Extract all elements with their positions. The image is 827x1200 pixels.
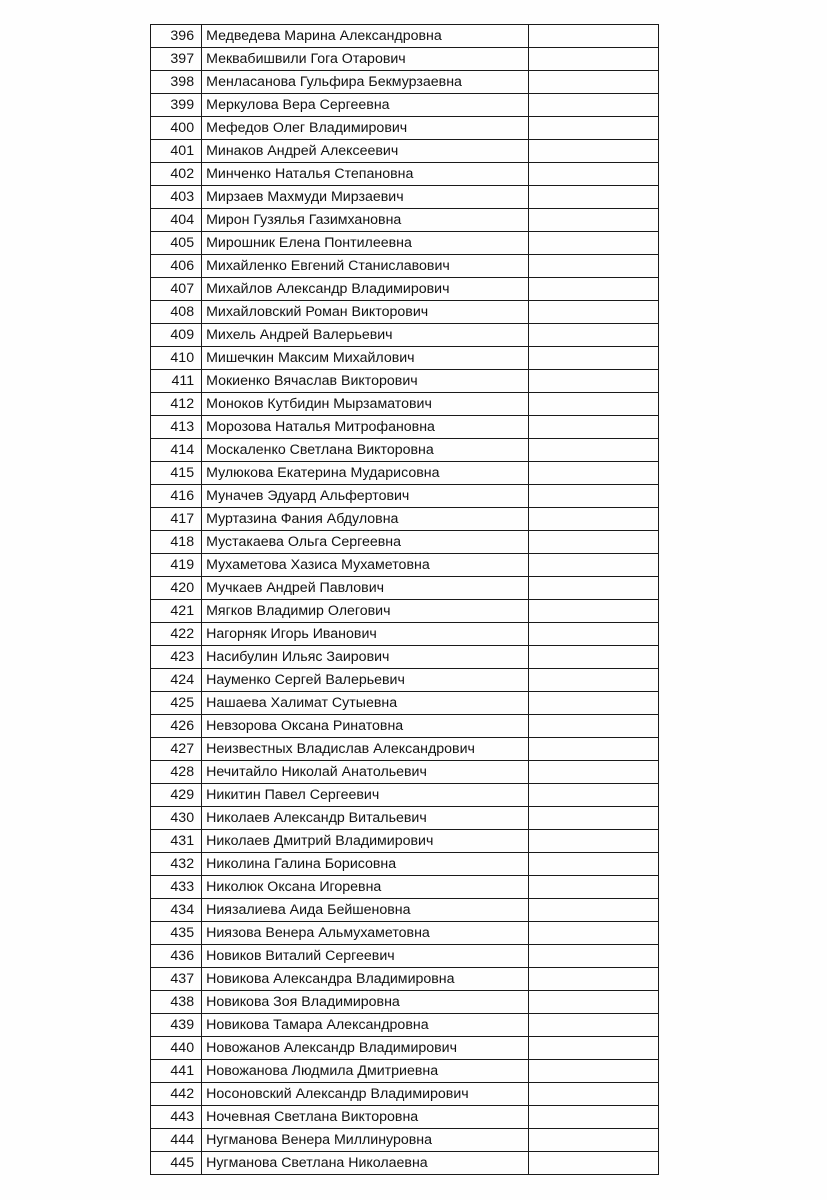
row-number: 415: [151, 462, 202, 485]
empty-cell: [528, 600, 658, 623]
person-name: Новиков Виталий Сергеевич: [202, 945, 529, 968]
table-row: [151, 784, 659, 807]
row-number: 398: [151, 71, 202, 94]
empty-cell: [528, 646, 658, 669]
table-row: [151, 117, 659, 140]
person-name: Николаев Александр Витальевич: [202, 807, 529, 830]
row-number: 405: [151, 232, 202, 255]
row-number: 438: [151, 991, 202, 1014]
table-row: [151, 94, 659, 117]
empty-cell: [528, 163, 658, 186]
table-row: [151, 899, 659, 922]
person-name: Мухаметова Хазиса Мухаметовна: [202, 554, 529, 577]
table-row: [151, 140, 659, 163]
person-name: Неизвестных Владислав Александрович: [202, 738, 529, 761]
row-number: 418: [151, 531, 202, 554]
person-name: Николаев Дмитрий Владимирович: [202, 830, 529, 853]
row-number: 411: [151, 370, 202, 393]
person-name: Муртазина Фания Абдуловна: [202, 508, 529, 531]
table-row: [151, 71, 659, 94]
person-name: Никитин Павел Сергеевич: [202, 784, 529, 807]
person-name: Михайловский Роман Викторович: [202, 301, 529, 324]
row-number: 407: [151, 278, 202, 301]
table-row: [151, 761, 659, 784]
table-row: [151, 508, 659, 531]
person-name: Михайленко Евгений Станиславович: [202, 255, 529, 278]
table-row: [151, 301, 659, 324]
empty-cell: [528, 508, 658, 531]
empty-cell: [528, 232, 658, 255]
empty-cell: [528, 186, 658, 209]
person-name: Николюк Оксана Игоревна: [202, 876, 529, 899]
person-name: Нашаева Халимат Сутыевна: [202, 692, 529, 715]
person-name: Невзорова Оксана Ринатовна: [202, 715, 529, 738]
empty-cell: [528, 1060, 658, 1083]
row-number: 400: [151, 117, 202, 140]
empty-cell: [528, 669, 658, 692]
empty-cell: [528, 876, 658, 899]
table-row: [151, 991, 659, 1014]
empty-cell: [528, 393, 658, 416]
row-number: 436: [151, 945, 202, 968]
row-number: 397: [151, 48, 202, 71]
row-number: 445: [151, 1152, 202, 1175]
person-name: Мефедов Олег Владимирович: [202, 117, 529, 140]
empty-cell: [528, 140, 658, 163]
empty-cell: [528, 922, 658, 945]
row-number: 426: [151, 715, 202, 738]
empty-cell: [528, 485, 658, 508]
empty-cell: [528, 853, 658, 876]
person-name: Мустакаева Ольга Сергеевна: [202, 531, 529, 554]
person-name: Михель Андрей Валерьевич: [202, 324, 529, 347]
person-name: Минченко Наталья Степановна: [202, 163, 529, 186]
person-name: Нугманова Венера Миллинуровна: [202, 1129, 529, 1152]
table-row: [151, 738, 659, 761]
row-number: 409: [151, 324, 202, 347]
empty-cell: [528, 991, 658, 1014]
table-row: [151, 876, 659, 899]
table-row: [151, 25, 659, 48]
empty-cell: [528, 439, 658, 462]
person-name: Мокиенко Вячаслав Викторович: [202, 370, 529, 393]
person-name: Насибулин Ильяс Заирович: [202, 646, 529, 669]
person-name: Михайлов Александр Владимирович: [202, 278, 529, 301]
row-number: 422: [151, 623, 202, 646]
table-row: [151, 347, 659, 370]
row-number: 414: [151, 439, 202, 462]
row-number: 432: [151, 853, 202, 876]
empty-cell: [528, 531, 658, 554]
row-number: 434: [151, 899, 202, 922]
person-name: Мучкаев Андрей Павлович: [202, 577, 529, 600]
empty-cell: [528, 761, 658, 784]
table-row: [151, 163, 659, 186]
person-name: Морозова Наталья Митрофановна: [202, 416, 529, 439]
empty-cell: [528, 899, 658, 922]
table-row: [151, 1106, 659, 1129]
table-row: [151, 1060, 659, 1083]
row-number: 441: [151, 1060, 202, 1083]
person-name: Нечитайло Николай Анатольевич: [202, 761, 529, 784]
person-name: Муначев Эдуард Альфертович: [202, 485, 529, 508]
person-name: Нагорняк Игорь Иванович: [202, 623, 529, 646]
person-name: Науменко Сергей Валерьевич: [202, 669, 529, 692]
table-row: [151, 715, 659, 738]
table-row: [151, 393, 659, 416]
table-row: [151, 278, 659, 301]
row-number: 406: [151, 255, 202, 278]
empty-cell: [528, 117, 658, 140]
row-number: 440: [151, 1037, 202, 1060]
row-number: 413: [151, 416, 202, 439]
row-number: 430: [151, 807, 202, 830]
empty-cell: [528, 48, 658, 71]
table-row: [151, 209, 659, 232]
row-number: 396: [151, 25, 202, 48]
table-row: [151, 416, 659, 439]
row-number: 412: [151, 393, 202, 416]
row-number: 428: [151, 761, 202, 784]
row-number: 435: [151, 922, 202, 945]
table-row: [151, 968, 659, 991]
table-row: [151, 255, 659, 278]
row-number: 444: [151, 1129, 202, 1152]
row-number: 439: [151, 1014, 202, 1037]
person-name: Ниязалиева Аида Бейшеновна: [202, 899, 529, 922]
person-name: Менласанова Гульфира Бекмурзаевна: [202, 71, 529, 94]
person-name: Николина Галина Борисовна: [202, 853, 529, 876]
person-name: Мирон Гузялья Газимхановна: [202, 209, 529, 232]
person-name: Ночевная Светлана Викторовна: [202, 1106, 529, 1129]
table-row: [151, 830, 659, 853]
table-row: [151, 600, 659, 623]
table-row: [151, 692, 659, 715]
empty-cell: [528, 209, 658, 232]
person-name: Меркулова Вера Сергеевна: [202, 94, 529, 117]
empty-cell: [528, 577, 658, 600]
table-row: [151, 669, 659, 692]
table-row: [151, 945, 659, 968]
person-name: Новожанова Людмила Дмитриевна: [202, 1060, 529, 1083]
row-number: 408: [151, 301, 202, 324]
table-row: [151, 370, 659, 393]
person-name: Моноков Кутбидин Мырзаматович: [202, 393, 529, 416]
person-name: Ниязова Венера Альмухаметовна: [202, 922, 529, 945]
empty-cell: [528, 784, 658, 807]
row-number: 442: [151, 1083, 202, 1106]
empty-cell: [528, 830, 658, 853]
row-number: 399: [151, 94, 202, 117]
person-name: Меквабишвили Гога Отарович: [202, 48, 529, 71]
person-name: Москаленко Светлана Викторовна: [202, 439, 529, 462]
person-name: Мягков Владимир Олегович: [202, 600, 529, 623]
person-name: Медведева Марина Александровна: [202, 25, 529, 48]
empty-cell: [528, 1152, 658, 1175]
table-row: [151, 232, 659, 255]
person-name: Минаков Андрей Алексеевич: [202, 140, 529, 163]
row-number: 401: [151, 140, 202, 163]
person-name: Мирошник Елена Понтилеевна: [202, 232, 529, 255]
empty-cell: [528, 945, 658, 968]
table-row: [151, 1152, 659, 1175]
empty-cell: [528, 1037, 658, 1060]
table-row: [151, 1014, 659, 1037]
row-number: 431: [151, 830, 202, 853]
table-row: [151, 577, 659, 600]
row-number: 424: [151, 669, 202, 692]
empty-cell: [528, 301, 658, 324]
empty-cell: [528, 71, 658, 94]
roster-body: [151, 25, 659, 1175]
empty-cell: [528, 807, 658, 830]
row-number: 427: [151, 738, 202, 761]
table-row: [151, 324, 659, 347]
table-row: [151, 623, 659, 646]
row-number: 402: [151, 163, 202, 186]
person-name: Новикова Зоя Владимировна: [202, 991, 529, 1014]
empty-cell: [528, 94, 658, 117]
row-number: 404: [151, 209, 202, 232]
empty-cell: [528, 416, 658, 439]
empty-cell: [528, 324, 658, 347]
table-row: [151, 1083, 659, 1106]
empty-cell: [528, 278, 658, 301]
row-number: 416: [151, 485, 202, 508]
person-name: Мирзаев Махмуди Мирзаевич: [202, 186, 529, 209]
table-row: [151, 439, 659, 462]
table-row: [151, 531, 659, 554]
row-number: 437: [151, 968, 202, 991]
row-number: 423: [151, 646, 202, 669]
row-number: 417: [151, 508, 202, 531]
row-number: 429: [151, 784, 202, 807]
empty-cell: [528, 25, 658, 48]
row-number: 421: [151, 600, 202, 623]
person-name: Новожанов Александр Владимирович: [202, 1037, 529, 1060]
table-row: [151, 1037, 659, 1060]
person-name: Носоновский Александр Владимирович: [202, 1083, 529, 1106]
table-row: [151, 186, 659, 209]
empty-cell: [528, 692, 658, 715]
empty-cell: [528, 738, 658, 761]
table-row: [151, 462, 659, 485]
row-number: 433: [151, 876, 202, 899]
table-row: [151, 554, 659, 577]
empty-cell: [528, 968, 658, 991]
table-row: [151, 1129, 659, 1152]
person-name: Мишечкин Максим Михайлович: [202, 347, 529, 370]
table-row: [151, 853, 659, 876]
person-name: Новикова Александра Владимировна: [202, 968, 529, 991]
roster-table: [150, 24, 659, 1175]
row-number: 403: [151, 186, 202, 209]
empty-cell: [528, 370, 658, 393]
empty-cell: [528, 1083, 658, 1106]
table-row: [151, 922, 659, 945]
row-number: 443: [151, 1106, 202, 1129]
person-name: Новикова Тамара Александровна: [202, 1014, 529, 1037]
table-row: [151, 807, 659, 830]
table-row: [151, 48, 659, 71]
empty-cell: [528, 1014, 658, 1037]
row-number: 410: [151, 347, 202, 370]
empty-cell: [528, 715, 658, 738]
empty-cell: [528, 255, 658, 278]
person-name: Мулюкова Екатерина Мударисовна: [202, 462, 529, 485]
empty-cell: [528, 554, 658, 577]
row-number: 420: [151, 577, 202, 600]
person-name: Нугманова Светлана Николаевна: [202, 1152, 529, 1175]
row-number: 419: [151, 554, 202, 577]
table-row: [151, 485, 659, 508]
empty-cell: [528, 462, 658, 485]
table-row: [151, 646, 659, 669]
empty-cell: [528, 1106, 658, 1129]
row-number: 425: [151, 692, 202, 715]
empty-cell: [528, 623, 658, 646]
empty-cell: [528, 1129, 658, 1152]
empty-cell: [528, 347, 658, 370]
